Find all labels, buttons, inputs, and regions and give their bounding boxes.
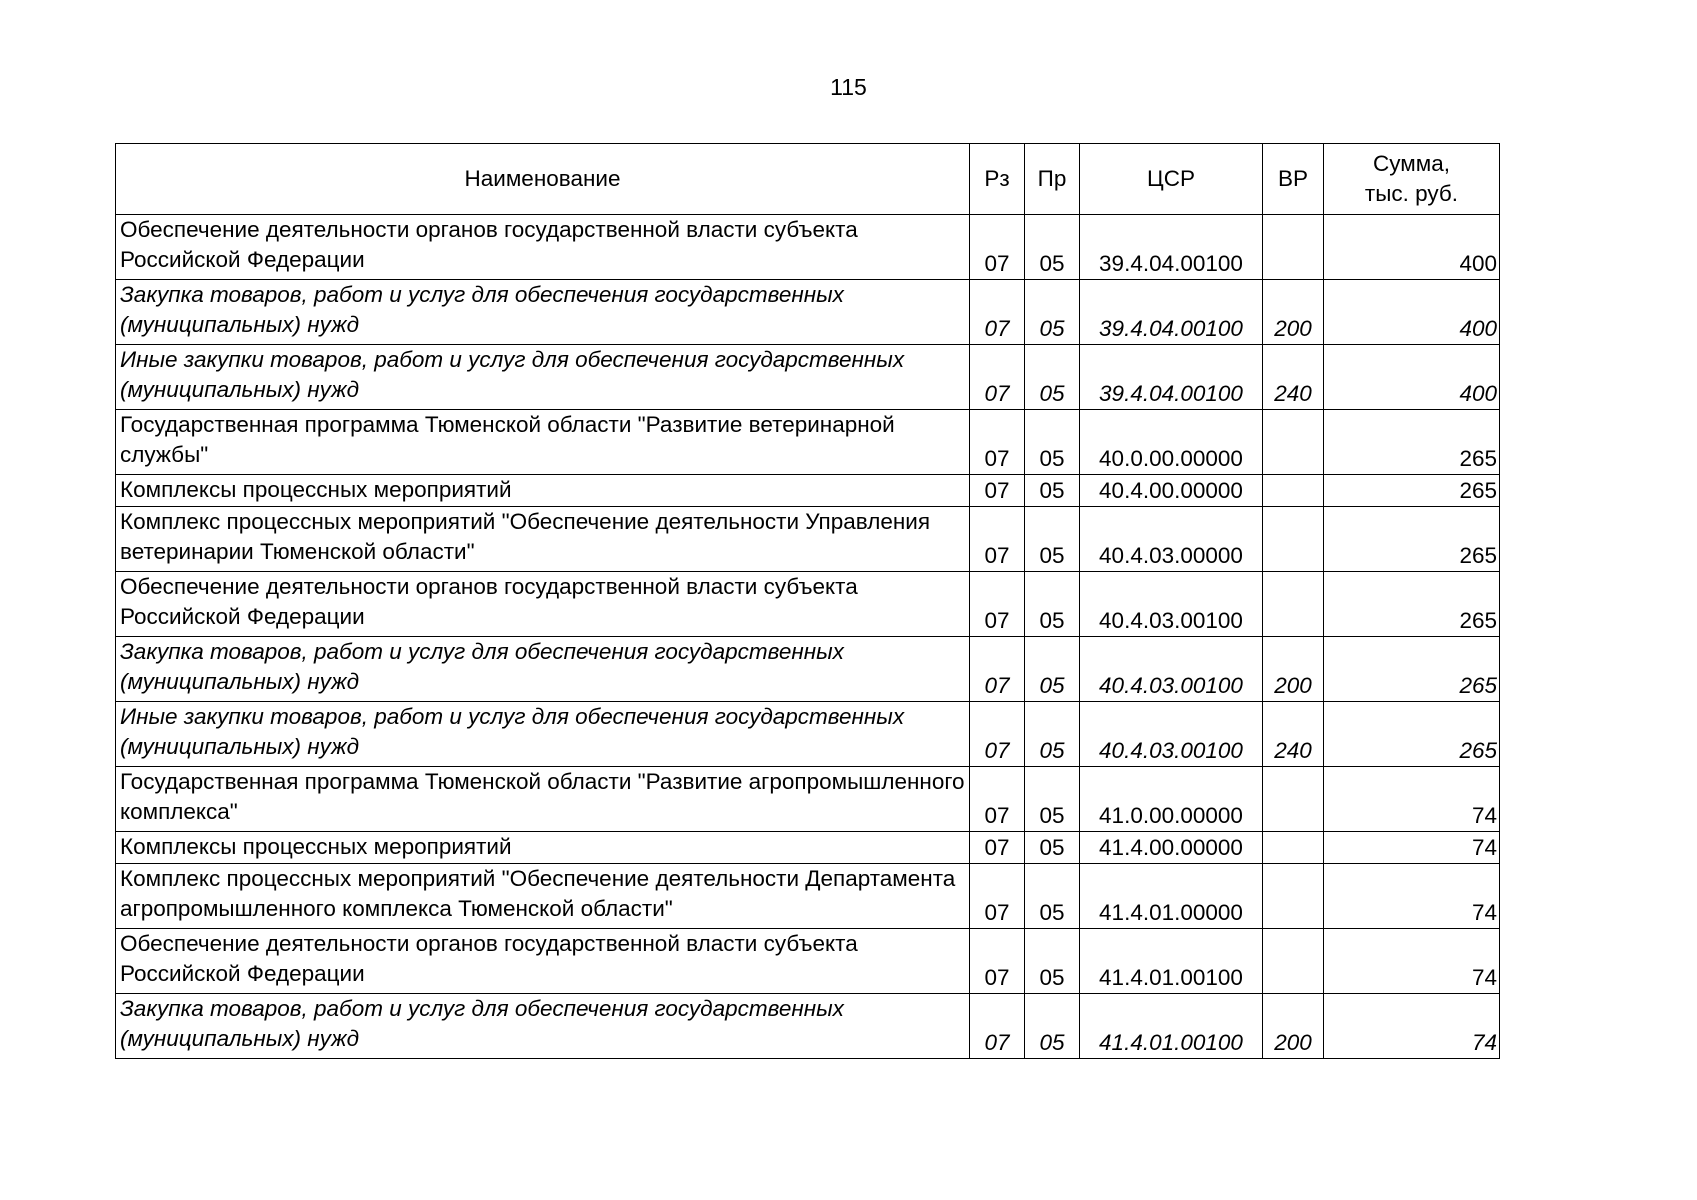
row-pr: 05	[1025, 345, 1080, 410]
row-vr: 200	[1263, 637, 1324, 702]
row-rz: 07	[970, 507, 1025, 572]
row-csr: 40.4.03.00100	[1080, 702, 1263, 767]
table-row	[116, 345, 1500, 410]
row-name: Иные закупки товаров, работ и услуг для обеспечения государственных (муниципальных) нужд	[116, 345, 970, 410]
row-sum: 74	[1324, 994, 1500, 1059]
row-csr: 39.4.04.00100	[1080, 345, 1263, 410]
table-row	[116, 767, 1500, 832]
row-rz: 07	[970, 410, 1025, 475]
table-row	[116, 994, 1500, 1059]
table-row	[116, 702, 1500, 767]
row-name: Комплекс процессных мероприятий "Обеспечение деятельности Департамента агропромышленного комплекса Тюменской области"	[116, 864, 970, 929]
row-pr: 05	[1025, 637, 1080, 702]
row-sum: 400	[1324, 345, 1500, 410]
row-vr: 200	[1263, 280, 1324, 345]
row-vr: 240	[1263, 345, 1324, 410]
row-pr: 05	[1025, 280, 1080, 345]
row-sum: 400	[1324, 215, 1500, 280]
row-vr	[1263, 929, 1324, 994]
row-name: Закупка товаров, работ и услуг для обеспечения государственных (муниципальных) нужд	[116, 994, 970, 1059]
table-header-row	[116, 144, 1500, 215]
row-rz: 07	[970, 864, 1025, 929]
row-csr: 39.4.04.00100	[1080, 215, 1263, 280]
row-name: Закупка товаров, работ и услуг для обеспечения государственных (муниципальных) нужд	[116, 637, 970, 702]
row-name: Государственная программа Тюменской области "Развитие ветеринарной службы"	[116, 410, 970, 475]
row-name: Иные закупки товаров, работ и услуг для обеспечения государственных (муниципальных) нужд	[116, 702, 970, 767]
row-vr	[1263, 410, 1324, 475]
row-csr: 40.4.00.00000	[1080, 475, 1263, 507]
table-row	[116, 507, 1500, 572]
row-vr: 240	[1263, 702, 1324, 767]
row-vr	[1263, 767, 1324, 832]
row-vr	[1263, 475, 1324, 507]
table-row	[116, 215, 1500, 280]
table-row	[116, 410, 1500, 475]
row-name: Комплексы процессных мероприятий	[116, 832, 970, 864]
row-rz: 07	[970, 767, 1025, 832]
row-pr: 05	[1025, 410, 1080, 475]
page-number: 115	[830, 74, 867, 100]
header-pr: Пр	[1025, 144, 1080, 215]
row-rz: 07	[970, 345, 1025, 410]
row-csr: 41.4.01.00000	[1080, 864, 1263, 929]
header-sum-line2: тыс. руб.	[1364, 181, 1459, 206]
row-vr: 200	[1263, 994, 1324, 1059]
row-rz: 07	[970, 702, 1025, 767]
row-pr: 05	[1025, 767, 1080, 832]
row-rz: 07	[970, 475, 1025, 507]
row-sum: 265	[1324, 637, 1500, 702]
row-name: Комплексы процессных мероприятий	[116, 475, 970, 507]
table-row	[116, 475, 1500, 507]
row-vr	[1263, 572, 1324, 637]
row-rz: 07	[970, 280, 1025, 345]
row-pr: 05	[1025, 507, 1080, 572]
row-csr: 41.4.01.00100	[1080, 929, 1263, 994]
row-csr: 41.0.00.00000	[1080, 767, 1263, 832]
header-rz: Рз	[970, 144, 1025, 215]
row-name: Обеспечение деятельности органов государственной власти субъекта Российской Федерации	[116, 572, 970, 637]
row-rz: 07	[970, 215, 1025, 280]
row-sum: 400	[1324, 280, 1500, 345]
row-vr	[1263, 832, 1324, 864]
row-sum: 74	[1324, 864, 1500, 929]
row-csr: 41.4.00.00000	[1080, 832, 1263, 864]
row-pr: 05	[1025, 832, 1080, 864]
table-row	[116, 832, 1500, 864]
table-row	[116, 637, 1500, 702]
row-pr: 05	[1025, 864, 1080, 929]
row-csr: 39.4.04.00100	[1080, 280, 1263, 345]
table-row	[116, 864, 1500, 929]
row-name: Комплекс процессных мероприятий "Обеспечение деятельности Управления ветеринарии Тюменской области"	[116, 507, 970, 572]
row-pr: 05	[1025, 572, 1080, 637]
header-sum-line1: Сумма,	[1373, 151, 1450, 176]
row-sum: 265	[1324, 410, 1500, 475]
row-vr	[1263, 864, 1324, 929]
row-pr: 05	[1025, 929, 1080, 994]
row-csr: 40.4.03.00100	[1080, 637, 1263, 702]
row-csr: 40.4.03.00000	[1080, 507, 1263, 572]
table-row	[116, 572, 1500, 637]
row-pr: 05	[1025, 475, 1080, 507]
row-name: Обеспечение деятельности органов государственной власти субъекта Российской Федерации	[116, 929, 970, 994]
row-rz: 07	[970, 572, 1025, 637]
row-pr: 05	[1025, 702, 1080, 767]
row-rz: 07	[970, 929, 1025, 994]
header-vr: ВР	[1263, 144, 1324, 215]
row-sum: 265	[1324, 572, 1500, 637]
row-pr: 05	[1025, 994, 1080, 1059]
row-sum: 265	[1324, 475, 1500, 507]
row-vr	[1263, 215, 1324, 280]
row-csr: 40.4.03.00100	[1080, 572, 1263, 637]
row-sum: 265	[1324, 507, 1500, 572]
row-csr: 41.4.01.00100	[1080, 994, 1263, 1059]
row-rz: 07	[970, 637, 1025, 702]
budget-table	[115, 143, 1500, 1059]
row-csr: 40.0.00.00000	[1080, 410, 1263, 475]
table-row	[116, 929, 1500, 994]
header-csr: ЦСР	[1080, 144, 1263, 215]
row-sum: 74	[1324, 767, 1500, 832]
row-vr	[1263, 507, 1324, 572]
row-name: Обеспечение деятельности органов государственной власти субъекта Российской Федерации	[116, 215, 970, 280]
row-name: Закупка товаров, работ и услуг для обеспечения государственных (муниципальных) нужд	[116, 280, 970, 345]
header-name: Наименование	[116, 144, 970, 215]
row-rz: 07	[970, 994, 1025, 1059]
header-sum	[1324, 144, 1500, 215]
row-rz: 07	[970, 832, 1025, 864]
table-row	[116, 280, 1500, 345]
row-sum: 74	[1324, 832, 1500, 864]
row-name: Государственная программа Тюменской области "Развитие агропромышленного комплекса"	[116, 767, 970, 832]
row-pr: 05	[1025, 215, 1080, 280]
row-sum: 265	[1324, 702, 1500, 767]
row-sum: 74	[1324, 929, 1500, 994]
